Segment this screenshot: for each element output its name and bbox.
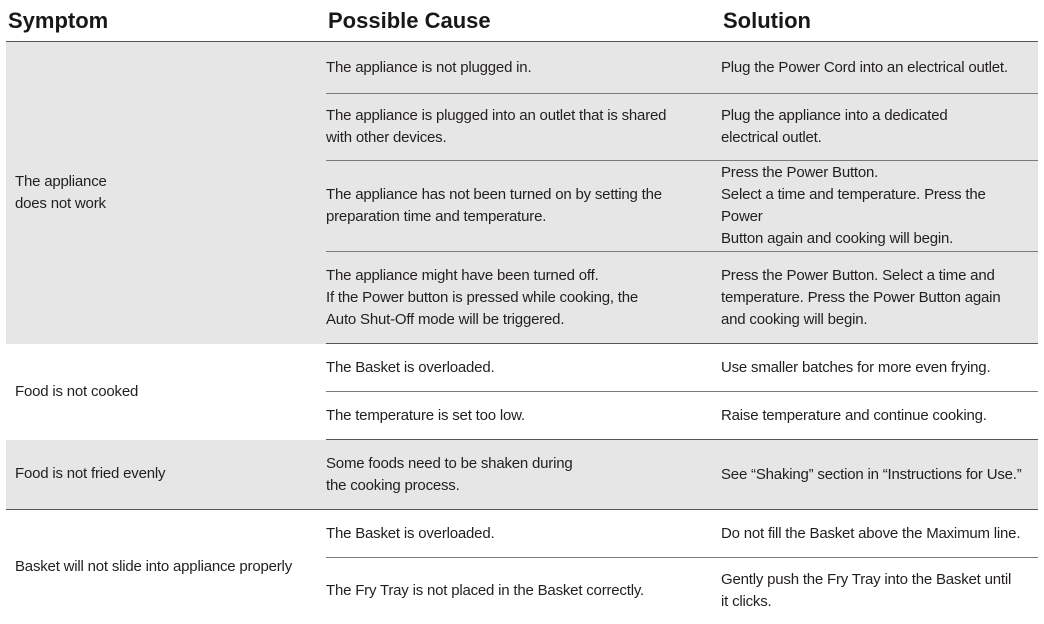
solution-cell: Press the Power Button. Select a time and temperature. Press the Power Button again and cooking will begin. — [721, 161, 1038, 252]
troubleshooting-table — [6, 0, 1038, 624]
symptom-cell: Food is not cooked — [6, 344, 326, 440]
cause-cell: The appliance has not been turned on by setting the preparation time and temperature. — [326, 161, 721, 252]
table-row — [6, 42, 1038, 94]
cause-cell: The Basket is overloaded. — [326, 510, 721, 558]
table-header-row — [6, 0, 1038, 42]
solution-cell: Use smaller batches for more even frying. — [721, 344, 1038, 392]
cause-cell: The appliance is plugged into an outlet that is shared with other devices. — [326, 94, 721, 161]
header-symptom: Symptom — [6, 0, 326, 42]
cause-cell: Some foods need to be shaken during the cooking process. — [326, 440, 721, 510]
symptom-cell: The appliance does not work — [6, 42, 326, 344]
symptom-cell: Basket will not slide into appliance properly — [6, 510, 326, 624]
table-row — [6, 344, 1038, 392]
header-possible-cause: Possible Cause — [326, 0, 721, 42]
table-row — [6, 440, 1038, 510]
solution-cell: See “Shaking” section in “Instructions for Use.” — [721, 440, 1038, 510]
cause-cell: The Fry Tray is not placed in the Basket correctly. — [326, 558, 721, 624]
solution-cell: Plug the appliance into a dedicated electrical outlet. — [721, 94, 1038, 161]
symptom-cell: Food is not fried evenly — [6, 440, 326, 510]
table-row — [6, 510, 1038, 558]
solution-cell: Press the Power Button. Select a time and temperature. Press the Power Button again and cooking will begin. — [721, 252, 1038, 344]
cause-cell: The appliance might have been turned off. If the Power button is pressed while cooking, the Auto Shut-Off mode will be triggered. — [326, 252, 721, 344]
cause-cell: The Basket is overloaded. — [326, 344, 721, 392]
solution-cell: Do not fill the Basket above the Maximum line. — [721, 510, 1038, 558]
solution-cell: Raise temperature and continue cooking. — [721, 392, 1038, 440]
header-solution: Solution — [721, 0, 1038, 42]
solution-cell: Plug the Power Cord into an electrical outlet. — [721, 42, 1038, 94]
cause-cell: The appliance is not plugged in. — [326, 42, 721, 94]
cause-cell: The temperature is set too low. — [326, 392, 721, 440]
solution-cell: Gently push the Fry Tray into the Basket until it clicks. — [721, 558, 1038, 624]
